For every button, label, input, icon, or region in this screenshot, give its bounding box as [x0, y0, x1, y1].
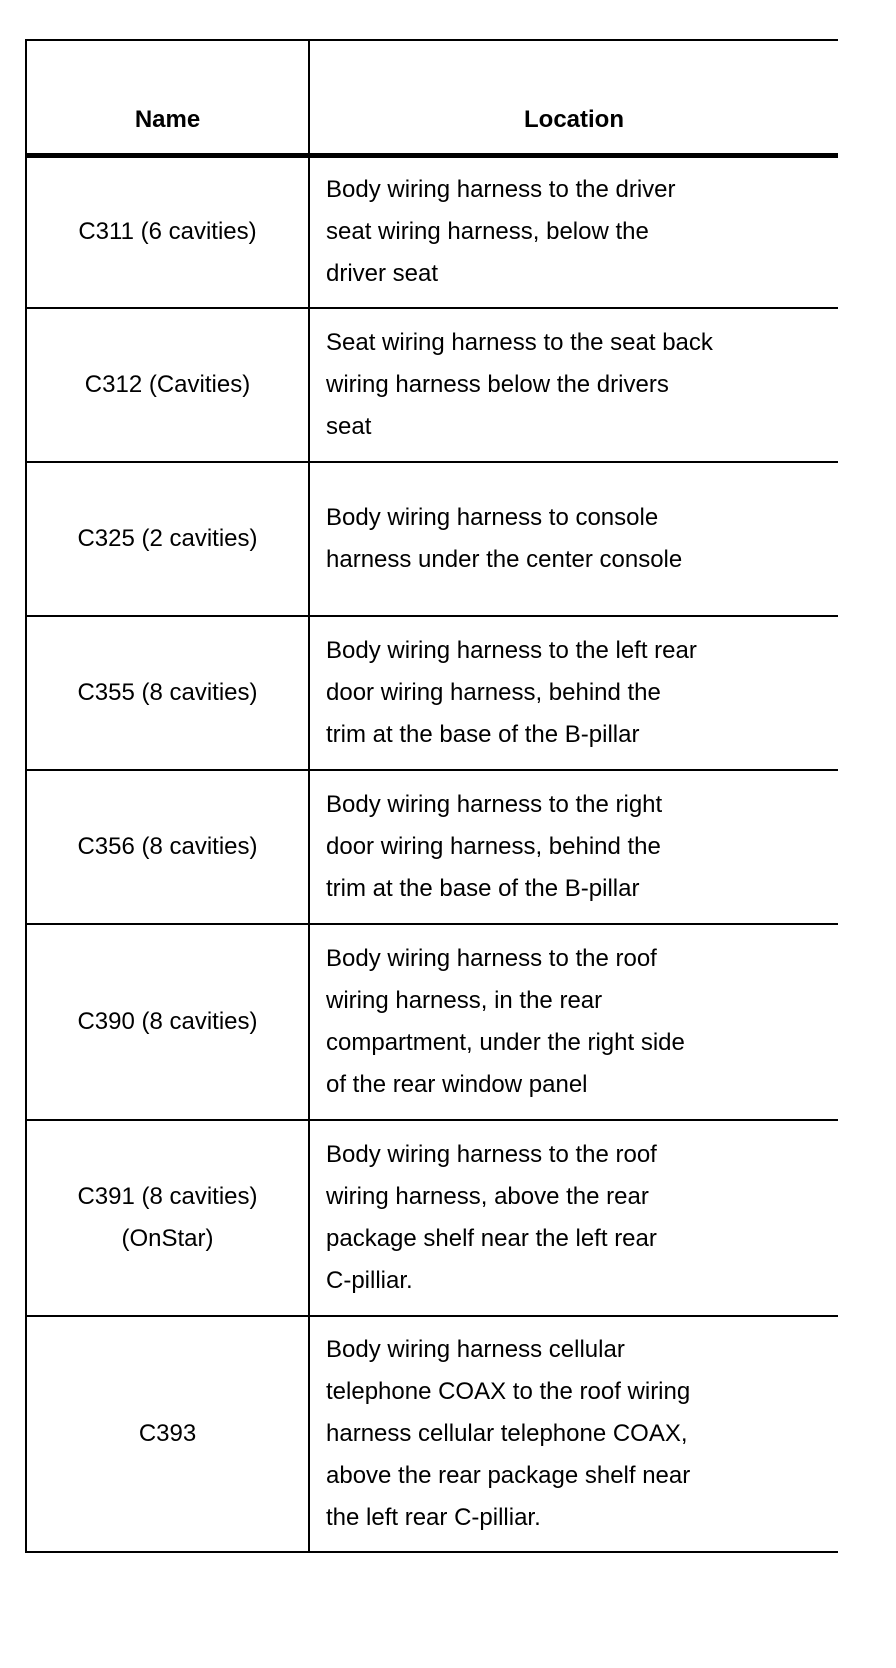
connector-location-cell — [309, 308, 838, 462]
connector-location-line: harness under the center console — [326, 545, 683, 573]
connector-location-line: Body wiring harness to the roof — [326, 944, 657, 972]
connector-name-cell — [26, 770, 309, 924]
connector-location-line: telephone COAX to the roof wiring — [326, 1377, 691, 1405]
connector-name-line: C311 (6 cavities) — [78, 218, 257, 246]
connector-name-line: C355 (8 cavities) — [77, 678, 258, 706]
connector-location-cell — [309, 1120, 838, 1316]
connector-name-line: C312 (Cavities) — [84, 370, 251, 398]
table-body — [26, 156, 838, 1552]
connector-location-line: the left rear C-pilliar. — [326, 1503, 541, 1531]
connector-name-cell — [26, 308, 309, 462]
table-row — [26, 1120, 838, 1316]
table-row — [26, 770, 838, 924]
connector-location-line: of the rear window panel — [326, 1070, 588, 1098]
connector-name-cell — [26, 156, 309, 308]
connector-location-line: wiring harness, above the rear — [326, 1182, 649, 1210]
connector-location-line: Body wiring harness to the roof — [326, 1140, 657, 1168]
table-row — [26, 156, 838, 308]
header-name: Name — [26, 40, 309, 156]
connector-name-cell — [26, 616, 309, 770]
connector-location-cell — [309, 770, 838, 924]
table-row — [26, 462, 838, 616]
connector-location-line: door wiring harness, behind the — [326, 678, 661, 706]
connector-name-cell — [26, 462, 309, 616]
connector-location-line: trim at the base of the B-pillar — [326, 874, 640, 902]
connector-name-line: C391 (8 cavities) — [77, 1182, 258, 1210]
connector-location-line: door wiring harness, behind the — [326, 832, 661, 860]
connector-name-cell — [26, 924, 309, 1120]
connector-location-line: wiring harness, in the rear — [326, 986, 603, 1014]
connector-location-line: Body wiring harness to console — [326, 503, 659, 531]
connector-location-line: harness cellular telephone COAX, — [326, 1419, 688, 1447]
connector-name-line: C390 (8 cavities) — [77, 1007, 258, 1035]
connector-location-line: seat wiring harness, below the — [326, 218, 649, 246]
connector-name-line: (OnStar) — [121, 1224, 214, 1252]
connector-location-table — [25, 39, 838, 1553]
connector-location-line: Body wiring harness cellular — [326, 1335, 625, 1363]
header-row — [26, 40, 838, 156]
connector-location-line: seat — [326, 412, 372, 440]
connector-location-line: above the rear package shelf near — [326, 1461, 691, 1489]
connector-location-line: Body wiring harness to the left rear — [326, 636, 697, 664]
connector-location-cell — [309, 156, 838, 308]
connector-name-cell — [26, 1120, 309, 1316]
connector-location-cell — [309, 462, 838, 616]
connector-name-cell — [26, 1316, 309, 1552]
connector-location-line: compartment, under the right side — [326, 1028, 685, 1056]
connector-location-cell — [309, 1316, 838, 1552]
connector-name-line: C356 (8 cavities) — [77, 832, 258, 860]
table-row — [26, 924, 838, 1120]
header-location: Location — [309, 40, 838, 156]
connector-location-line: Body wiring harness to the right — [326, 790, 663, 818]
connector-name-line: C325 (2 cavities) — [77, 524, 258, 552]
table-row — [26, 1316, 838, 1552]
connector-location-line: trim at the base of the B-pillar — [326, 720, 640, 748]
connector-location-line: Seat wiring harness to the seat back — [326, 328, 713, 356]
connector-location-line: C-pilliar. — [326, 1266, 413, 1294]
table-row — [26, 308, 838, 462]
table-row — [26, 616, 838, 770]
connector-location-cell — [309, 924, 838, 1120]
connector-location-cell — [309, 616, 838, 770]
connector-name-line: C393 — [138, 1419, 197, 1447]
connector-location-line: driver seat — [326, 260, 439, 288]
connector-location-line: Body wiring harness to the driver — [326, 176, 676, 204]
connector-location-line: package shelf near the left rear — [326, 1224, 657, 1252]
connector-location-line: wiring harness below the drivers — [326, 370, 669, 398]
